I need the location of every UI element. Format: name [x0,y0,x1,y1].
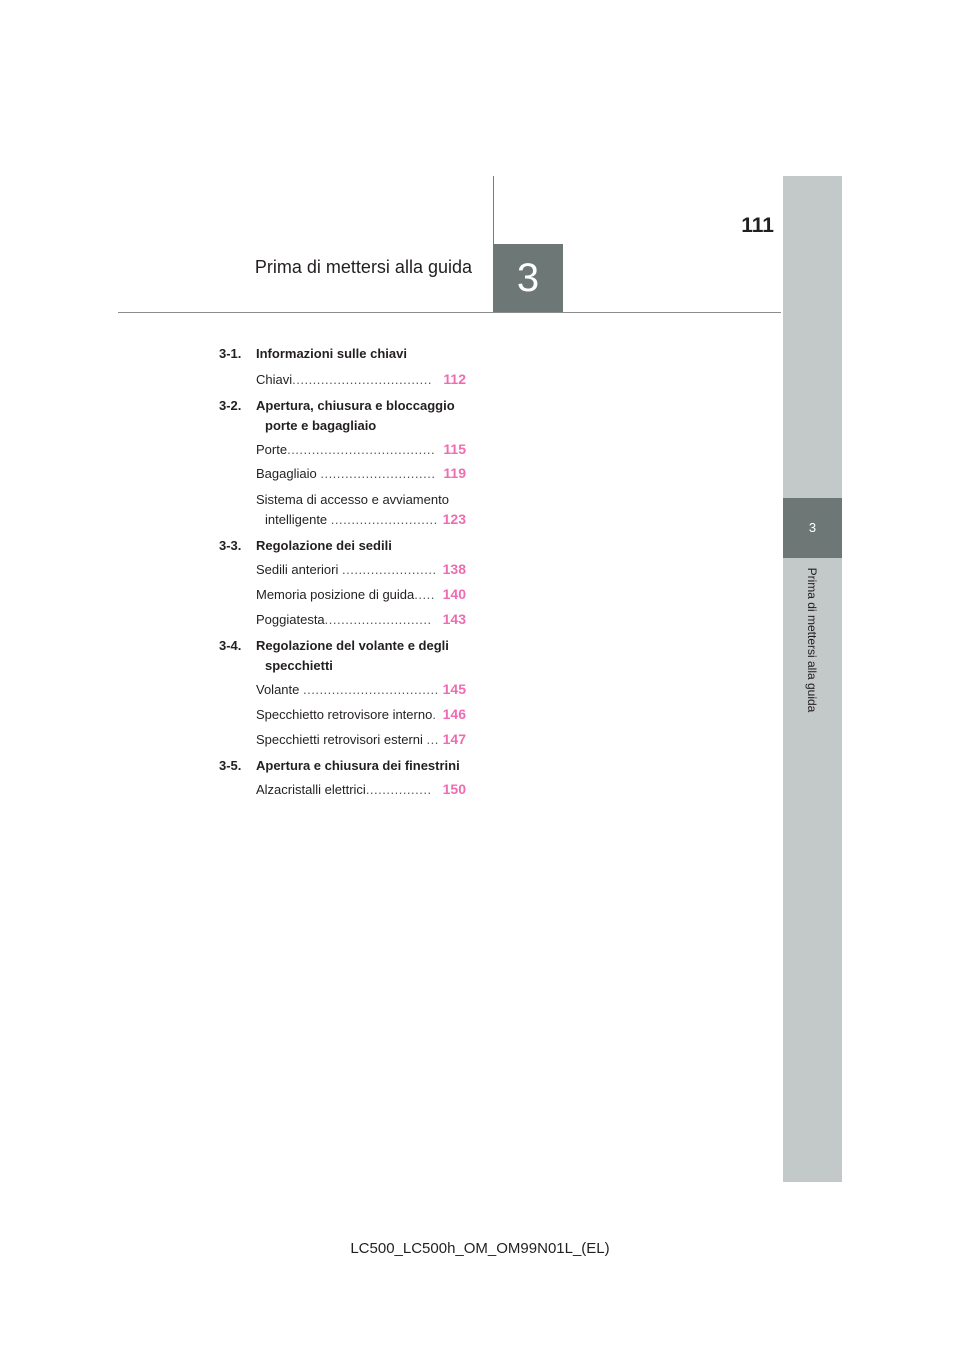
leader-dots: .................................. [292,372,432,387]
entry-label: Specchietto retrovisore interno [256,707,433,722]
entry-label: Porte [256,442,288,457]
section-title: Informazioni sulle chiavi [256,346,407,361]
leader-dots: .......................... [324,612,432,627]
toc-entry[interactable] [256,732,466,747]
header-divider-vertical [493,176,494,244]
leader-dots: ................................. [303,682,439,697]
leader-dots: ... [426,732,439,747]
leader-dots: ....................... [342,562,437,577]
leader-dots: ................ [365,782,432,797]
toc-entry[interactable] [256,372,466,387]
page-number: 111 [741,214,774,237]
page-ref[interactable]: 123 [442,511,466,527]
table-of-contents [219,346,469,806]
section-number: 3-1. [219,346,242,361]
page-ref[interactable]: 146 [442,706,466,722]
section-number: 3-4. [219,638,242,653]
entry-label: Bagagliaio [256,466,317,481]
page-ref[interactable]: 112 [443,371,466,387]
section-number: 3-2. [219,398,242,413]
section-title: Regolazione del volante e degli [256,638,449,653]
leader-dots: .................................... [287,442,436,457]
page-ref[interactable]: 143 [442,611,466,627]
leader-dots: .......................... [330,512,438,527]
side-chapter-number: 3 [783,498,842,558]
section-number: 3-5. [219,758,242,773]
entry-label: Sedili anteriori [256,562,339,577]
section-title: Regolazione dei sedili [256,538,392,553]
toc-entry-label-line1: Sistema di accesso e avviamento [256,492,449,507]
section-title-continued: specchietti [265,658,333,673]
page-ref[interactable]: 147 [442,731,466,747]
toc-entry[interactable] [256,707,466,722]
toc-entry[interactable] [256,466,466,481]
page-ref[interactable]: 138 [442,561,466,577]
section-title-continued: porte e bagagliaio [265,418,377,433]
manual-code-footer: LC500_LC500h_OM_OM99N01L_(EL) [350,1240,610,1257]
toc-entry[interactable] [265,512,466,527]
side-chapter-label: Prima di mettersi alla guida [805,567,819,713]
toc-entry[interactable] [256,612,466,627]
page-ref[interactable]: 115 [443,441,466,457]
entry-label: Specchietti retrovisori esterni [256,732,423,747]
entry-label: Memoria posizione di guida [256,587,415,602]
section-title: Apertura e chiusura dei finestrini [256,758,460,773]
leader-dots: ............................ [320,466,436,481]
page-ref[interactable]: 119 [443,465,466,481]
toc-entry[interactable] [256,782,466,797]
page-ref[interactable]: 150 [442,781,466,797]
section-number: 3-3. [219,538,242,553]
toc-entry[interactable] [256,562,466,577]
page-ref[interactable]: 145 [442,681,466,697]
entry-label: Poggiatesta [256,612,325,627]
entry-label: intelligente [265,512,328,527]
entry-label: Alzacristalli elettrici [256,782,366,797]
leader-dots: . [432,707,437,722]
entry-label: Volante [256,682,300,697]
leader-dots: ..... [414,587,435,602]
section-title: Apertura, chiusura e bloccaggio [256,398,455,413]
chapter-title: Prima di mettersi alla guida [254,257,472,277]
toc-entry[interactable] [256,587,466,602]
toc-entry[interactable] [256,682,466,697]
header-rule [118,312,781,313]
page-ref[interactable]: 140 [442,586,466,602]
chapter-number-box: 3 [493,244,563,313]
toc-entry[interactable] [256,442,466,457]
entry-label: Chiavi [256,372,293,387]
